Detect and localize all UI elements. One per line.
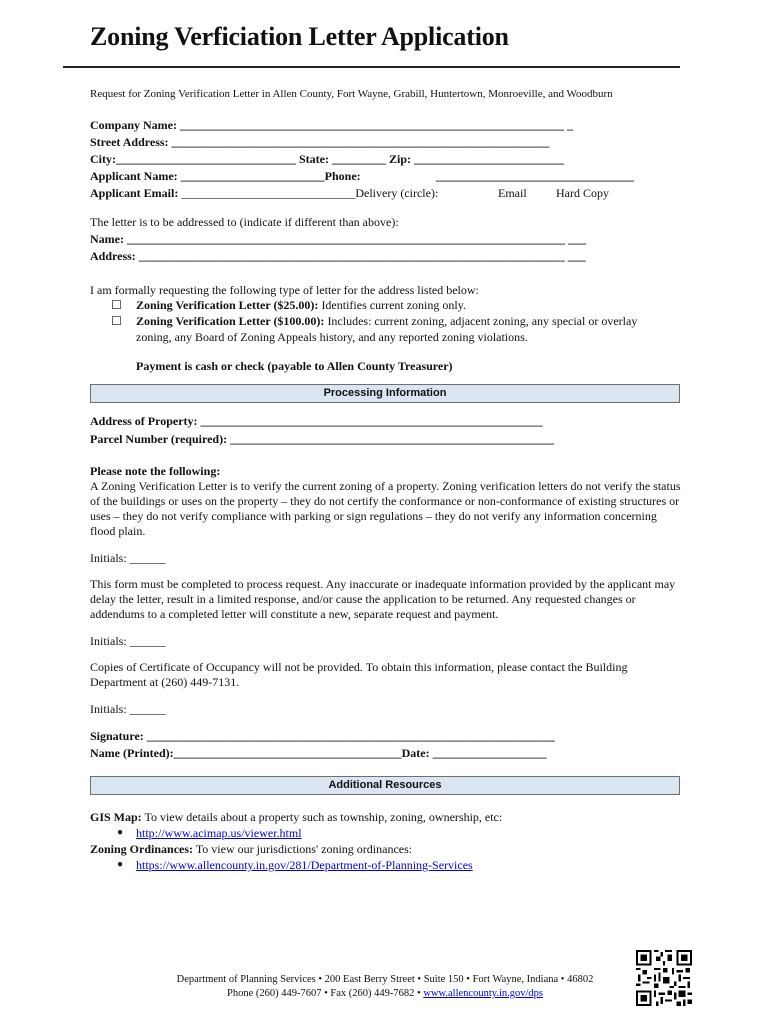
- ordinances-line: [90, 841, 412, 857]
- ordinances-desc: To view our jurisdictions' zoning ordinances:: [193, 842, 413, 856]
- gis-map-line: [90, 809, 502, 825]
- street-address-field[interactable]: Street Address: _______________________________________________________________: [90, 135, 550, 149]
- option-100-desc: Includes: current zoning, adjacent zoning, any special or overlay: [324, 314, 638, 328]
- addressee-name-field[interactable]: Name: _________________________________________________________________________ ___: [90, 232, 586, 246]
- option-100-label: Zoning Verification Letter ($100.00):: [136, 314, 325, 328]
- applicant-email-field[interactable]: _____________________________: [181, 186, 356, 200]
- state-field[interactable]: _________: [332, 152, 386, 166]
- option-100-desc-cont: zoning, any Board of Zoning Appeals history, and any reported zoning violations.: [136, 330, 528, 344]
- option-25-label: Zoning Verification Letter ($25.00):: [136, 298, 319, 312]
- ordinances-label: Zoning Ordinances:: [90, 842, 194, 856]
- applicant-email-label: Applicant Email:: [90, 186, 179, 200]
- notes-paragraph-1: A Zoning Verification Letter is to verify the current zoning of a property. Zoning verification letters do not verify the status of the buildings or uses on the property – they do not certify the conformance or non-conformance of existing structures or uses – they do not verify compliance with parking or sign regulations – they do not verify any information concerning flood plain.: [90, 479, 681, 538]
- parcel-number-field[interactable]: Parcel Number (required): ______________________________________________________: [90, 432, 555, 446]
- email-row: [90, 185, 438, 201]
- phone-label: Phone:: [324, 169, 361, 183]
- bullet-icon: ●: [117, 859, 124, 870]
- page-title: Zoning Verficiation Letter Application: [90, 22, 509, 51]
- notes-paragraph-2: This form must be completed to process request. Any inaccurate or inadequate information provided by the applicant may delay the letter, result in a limited response, and/or cause the application to be returned. Any requested changes or addendums to a completed letter will constitute a new, separate request and payment.: [90, 577, 676, 621]
- zip-field[interactable]: _________________________: [414, 152, 565, 166]
- gis-map-desc: To view details about a property such as township, zoning, ownership, etc:: [141, 810, 503, 824]
- printed-name-label: Name (Printed):: [90, 746, 174, 760]
- city-state-zip-row: [90, 151, 564, 167]
- processing-header: Processing Information: [90, 384, 680, 403]
- footer-phone-fax: Phone (260) 449-7607 • Fax (260) 449-7682 •: [226, 988, 424, 999]
- qr-code-icon[interactable]: [636, 950, 692, 1006]
- property-address-field[interactable]: Address of Property: _________________________________________________________: [90, 414, 543, 428]
- ordinances-link[interactable]: https://www.allencounty.in.gov/281/Department-of-Planning-Services: [136, 858, 473, 872]
- footer-contact: [140, 986, 630, 1001]
- checkbox-25[interactable]: ☐: [111, 298, 122, 312]
- initials-field-2[interactable]: Initials: ______: [90, 634, 166, 648]
- gis-map-link[interactable]: http://www.acimap.us/viewer.html: [136, 826, 302, 840]
- subtitle: Request for Zoning Verification Letter in Allen County, Fort Wayne, Grabill, Huntertown, Monroeville, and Woodburn: [90, 88, 613, 100]
- zip-label: Zip:: [389, 152, 412, 166]
- addressed-intro: The letter is to be addressed to (indicate if different than above):: [90, 215, 399, 229]
- state-label: State:: [299, 152, 329, 166]
- payment-note: Payment is cash or check (payable to Allen County Treasurer): [136, 359, 453, 373]
- applicant-name-label: Applicant Name:: [90, 169, 178, 183]
- company-name-field[interactable]: Company Name: ________________________________________________________________ _: [90, 118, 573, 132]
- delivery-option-hard-copy[interactable]: Hard Copy: [556, 186, 609, 200]
- printed-name-field[interactable]: ______________________________________: [173, 746, 402, 760]
- applicant-name-field[interactable]: ________________________: [180, 169, 325, 183]
- footer-website-link[interactable]: www.allencounty.in.gov/dps: [423, 988, 543, 999]
- city-label: City:: [90, 152, 116, 166]
- notes-heading: Please note the following:: [90, 464, 221, 478]
- notes-paragraph-3: Copies of Certificate of Occupancy will not be provided. To obtain this information, please contact the Building Department at (260) 449-7131.: [90, 660, 628, 689]
- initials-field-3[interactable]: Initials: ______: [90, 702, 166, 716]
- delivery-label: Delivery (circle):: [355, 186, 439, 200]
- delivery-option-email[interactable]: Email: [498, 186, 527, 200]
- initials-field-1[interactable]: Initials: ______: [90, 551, 166, 565]
- ordinances-link-wrap: [136, 857, 473, 873]
- gis-map-link-wrap: [136, 825, 302, 841]
- option-100-text: [136, 313, 637, 329]
- phone-field[interactable]: _________________________________: [436, 169, 634, 183]
- option-25-text: [136, 297, 466, 313]
- option-25-desc: Identifies current zoning only.: [318, 298, 466, 312]
- request-intro: I am formally requesting the following type of letter for the address listed below:: [90, 283, 479, 297]
- resources-header: Additional Resources: [90, 776, 680, 795]
- applicant-row: [90, 168, 361, 184]
- date-label: Date:: [401, 746, 430, 760]
- city-field[interactable]: ______________________________: [116, 152, 296, 166]
- title-divider: [63, 66, 680, 68]
- addressee-address-field[interactable]: Address: _______________________________________________________________________ ___: [90, 249, 586, 263]
- bullet-icon: ●: [117, 827, 124, 838]
- signature-field[interactable]: Signature: ____________________________________________________________________: [90, 729, 555, 743]
- name-date-row: [90, 745, 547, 761]
- checkbox-100[interactable]: ☐: [111, 314, 122, 328]
- footer-address: Department of Planning Services • 200 East Berry Street • Suite 150 • Fort Wayne, Indiana • 46802: [176, 974, 594, 985]
- date-field[interactable]: ___________________: [429, 746, 547, 760]
- gis-map-label: GIS Map:: [90, 810, 142, 824]
